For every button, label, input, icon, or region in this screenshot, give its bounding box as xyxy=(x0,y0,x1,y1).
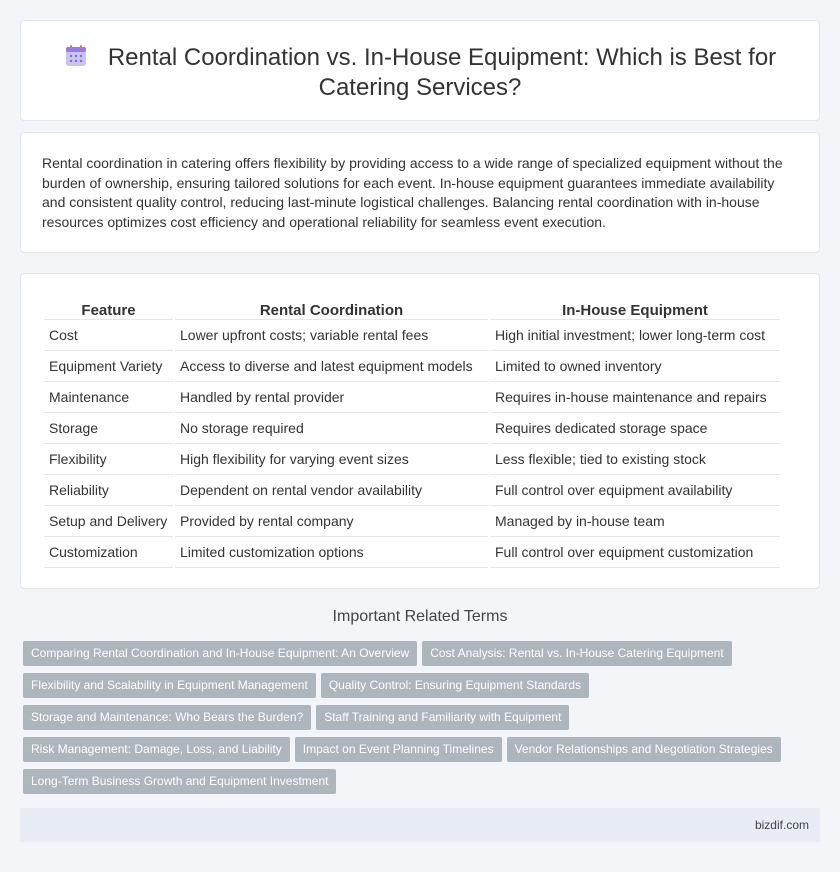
tag-row xyxy=(23,769,813,801)
cell-rental: Provided by rental company xyxy=(175,506,488,537)
related-term-tag[interactable]: Impact on Event Planning Timelines xyxy=(295,737,502,762)
related-term-tag[interactable]: Staff Training and Familiarity with Equipment xyxy=(316,705,569,730)
cell-inhouse: Managed by in-house team xyxy=(490,506,780,537)
table-row xyxy=(44,320,780,351)
header-card xyxy=(20,20,820,121)
header-rental: Rental Coordination xyxy=(175,296,488,320)
intro-paragraph: Rental coordination in catering offers flexibility by providing access to a wide range of specialized equipment without the burden of ownership, ensuring tailored solutions for each event. In-house equipment guarantees immediate availability and consistent quality control, reducing last-minute logistical challenges. Balancing rental coordination with in-house resources optimizes cost efficiency and operational reliability for seamless event execution. xyxy=(42,155,783,230)
footer-site-link[interactable]: bizdif.com xyxy=(754,818,809,832)
calendar-icon xyxy=(64,44,88,68)
cell-feature: Maintenance xyxy=(44,382,173,413)
cell-rental: Limited customization options xyxy=(175,537,488,568)
cell-feature: Reliability xyxy=(44,475,173,506)
header-feature: Feature xyxy=(44,296,173,320)
intro-card xyxy=(20,132,820,253)
cell-inhouse: High initial investment; lower long-term cost xyxy=(490,320,780,351)
table-row xyxy=(44,351,780,382)
tag-row xyxy=(23,705,813,737)
cell-feature: Storage xyxy=(44,413,173,444)
cell-rental: Dependent on rental vendor availability xyxy=(175,475,488,506)
cell-rental: No storage required xyxy=(175,413,488,444)
table-row xyxy=(44,506,780,537)
comparison-card xyxy=(20,273,820,589)
comparison-table xyxy=(42,296,782,568)
cell-inhouse: Less flexible; tied to existing stock xyxy=(490,444,780,475)
related-term-tag[interactable]: Storage and Maintenance: Who Bears the Burden? xyxy=(23,705,311,730)
table-row xyxy=(44,444,780,475)
table-row xyxy=(44,475,780,506)
title-wrap xyxy=(21,43,819,103)
table-header-row xyxy=(44,296,780,320)
related-term-tag[interactable]: Quality Control: Ensuring Equipment Standards xyxy=(321,673,589,698)
related-term-tag[interactable]: Long-Term Business Growth and Equipment Investment xyxy=(23,769,336,794)
cell-rental: Handled by rental provider xyxy=(175,382,488,413)
page-title: Rental Coordination vs. In-House Equipment: Which is Best for Catering Services? xyxy=(107,44,777,101)
cell-feature: Flexibility xyxy=(44,444,173,475)
header-inhouse: In-House Equipment xyxy=(490,296,780,320)
related-term-tag[interactable]: Comparing Rental Coordination and In-House Equipment: An Overview xyxy=(23,641,417,666)
cell-rental: Access to diverse and latest equipment models xyxy=(175,351,488,382)
table-row xyxy=(44,537,780,568)
related-term-tag[interactable]: Vendor Relationships and Negotiation Strategies xyxy=(507,737,781,762)
cell-rental: Lower upfront costs; variable rental fees xyxy=(175,320,488,351)
cell-feature: Customization xyxy=(44,537,173,568)
table-row xyxy=(44,382,780,413)
related-terms-list xyxy=(23,641,813,801)
tag-row xyxy=(23,641,813,673)
cell-feature: Setup and Delivery xyxy=(44,506,173,537)
tag-row xyxy=(23,673,813,705)
related-terms-heading: Important Related Terms xyxy=(332,608,508,625)
cell-inhouse: Full control over equipment availability xyxy=(490,475,780,506)
table-row xyxy=(44,413,780,444)
related-term-tag[interactable]: Cost Analysis: Rental vs. In-House Catering Equipment xyxy=(422,641,731,666)
tag-row xyxy=(23,737,813,769)
page-title-line xyxy=(21,43,819,103)
cell-feature: Equipment Variety xyxy=(44,351,173,382)
cell-inhouse: Requires dedicated storage space xyxy=(490,413,780,444)
cell-rental: High flexibility for varying event sizes xyxy=(175,444,488,475)
cell-inhouse: Requires in-house maintenance and repairs xyxy=(490,382,780,413)
cell-feature: Cost xyxy=(44,320,173,351)
related-term-tag[interactable]: Flexibility and Scalability in Equipment Management xyxy=(23,673,316,698)
cell-inhouse: Limited to owned inventory xyxy=(490,351,780,382)
related-term-tag[interactable]: Risk Management: Damage, Loss, and Liability xyxy=(23,737,290,762)
cell-inhouse: Full control over equipment customization xyxy=(490,537,780,568)
footer xyxy=(20,808,820,842)
